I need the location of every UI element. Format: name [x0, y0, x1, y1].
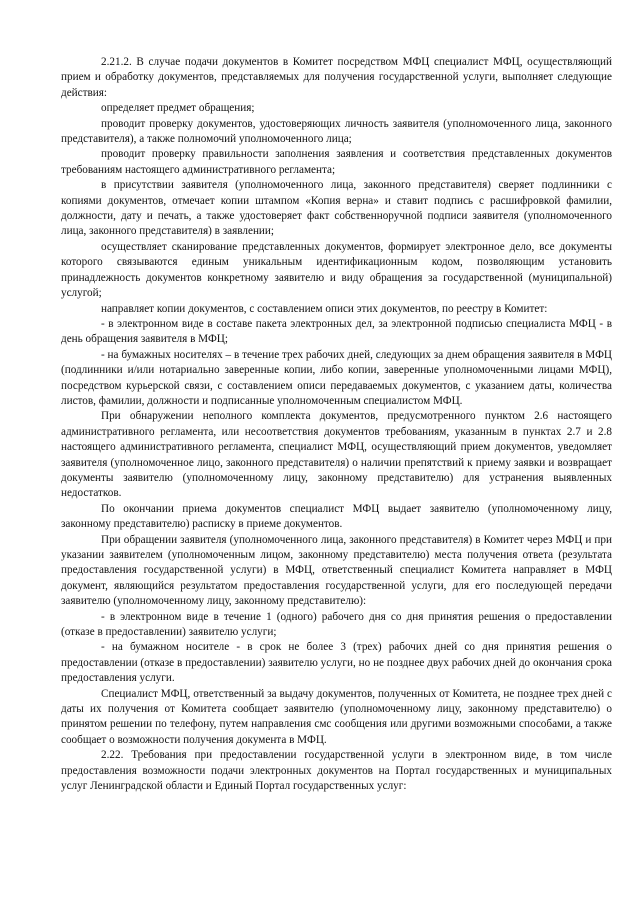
- document-body: [61, 55, 612, 795]
- paragraph-2-21-2-intro: 2.21.2. В случае подачи документов в Комитет посредством МФЦ специалист МФЦ, осуществляющий прием и обработку документов, представляемых для получения государственной услуги, выполняет следующие действия:: [61, 56, 612, 99]
- paragraph-subject: определяет предмет обращения;: [101, 102, 255, 115]
- paragraph-electronic-form: - в электронном виде в составе пакета электронных дел, за электронной подписью специалиста МФЦ - в день обращения заявителя в МФЦ;: [61, 317, 612, 346]
- paragraph-copies-verification: в присутствии заявителя (уполномоченного лица, законного представителя) сверяет подлинники с копиями документов, отмечает копии штампом «Копия верна» и ставит подпись с расшифровкой фамилии, должности, дату и печать, а также удостоверяет факт собственноручной подписи заявителя (уполномоченного лица, законного представителя) в заявлении;: [61, 179, 612, 238]
- paragraph-result-delivery: При обращении заявителя (уполномоченного лица, законного представителя) в Комитет через МФЦ и при указании заявителем (уполномоченным лицом, законному представителю) места получения ответа (результата предоставления государственной услуги) в МФЦ, ответственный специалист Комитета направляет в МФЦ документ, являющийся результатом предоставления государственной услуги, для его последующей передачи заявителю (уполномоченному лицу, законному представителю):: [61, 533, 612, 608]
- paragraph-2-22: 2.22. Требования при предоставлении государственной услуги в электронном виде, в том числе предоставления возможности подачи электронных документов на Портал государственных и муниципальных услуг Ленинградской области и Единый Портал государственных услуг:: [61, 749, 612, 793]
- paragraph-paper-form: - на бумажных носителях – в течение трех рабочих дней, следующих за днем обращения заявителя в МФЦ (подлинники и/или нотариально заверенные копии, либо копии, заверенные уполномоченными лицами МФЦ), посредством курьерской связи, с составлением описи передаваемых документов, с указанием даты, количества листов, фамилии, должности и подписанные уполномоченным специалистом МФЦ.: [61, 348, 612, 407]
- paragraph-scanning: осуществляет сканирование представленных документов, формирует электронное дело, все документы которого связываются единым уникальным идентификационным кодом, позволяющим установить принадлежность документов конкретному заявителю и виду обращения за государственной (муниципальной) услугой;: [61, 240, 612, 300]
- paragraph-result-paper: - на бумажном носителе - в срок не более 3 (трех) рабочих дней со дня принятия решения о предоставлении (отказе в предоставлении) заявителю услуги, но не позднее двух рабочих дней до окончания срока предоставления услуги.: [61, 641, 612, 685]
- paragraph-identity-check: проводит проверку документов, удостоверяющих личность заявителя (уполномоченного лица, законного представителя), а также полномочий уполномоченного лица;: [61, 117, 612, 146]
- paragraph-form-check: проводит проверку правильности заполнения заявления и соответствия представленных документов требованиям настоящего административного регламента;: [61, 148, 612, 176]
- paragraph-incomplete-set: При обнаружении неполного комплекта документов, предусмотренного пунктом 2.6 настоящего административного регламента, или несоответствия документов требованиям, указанным в пунктах 2.7 и 2.8 настоящего административного регламента, специалист МФЦ, осуществляющий прием документов, уведомляет заявителя (уполномоченное лицо, законного представителя) о наличии препятствий к приему заявки и возвращает документы заявителю (уполномоченному лицу, законному представителю) для устранения выявленных недостатков.: [61, 410, 612, 500]
- paragraph-send-copies: направляет копии документов, с составлением описи этих документов, по реестру в Комитет:: [101, 302, 548, 315]
- paragraph-result-electronic: - в электронном виде в течение 1 (одного) рабочего дня со дня принятия решения о предоставлении (отказе в предоставлении) заявителю услуги;: [61, 610, 612, 639]
- paragraph-receipt: По окончании приема документов специалист МФЦ выдает заявителю (уполномоченному лицу, законному представителю) расписку в приеме документов.: [61, 502, 612, 531]
- paragraph-notification: Специалист МФЦ, ответственный за выдачу документов, полученных от Комитета, не позднее трех дней с даты их получения от Комитета сообщает заявителю (уполномоченному лицу, законному представителю) о принятом решении по телефону, путем направления смс сообщения или другими возможными способами, а также сообщает о возможности получения документа в МФЦ.: [61, 687, 612, 746]
